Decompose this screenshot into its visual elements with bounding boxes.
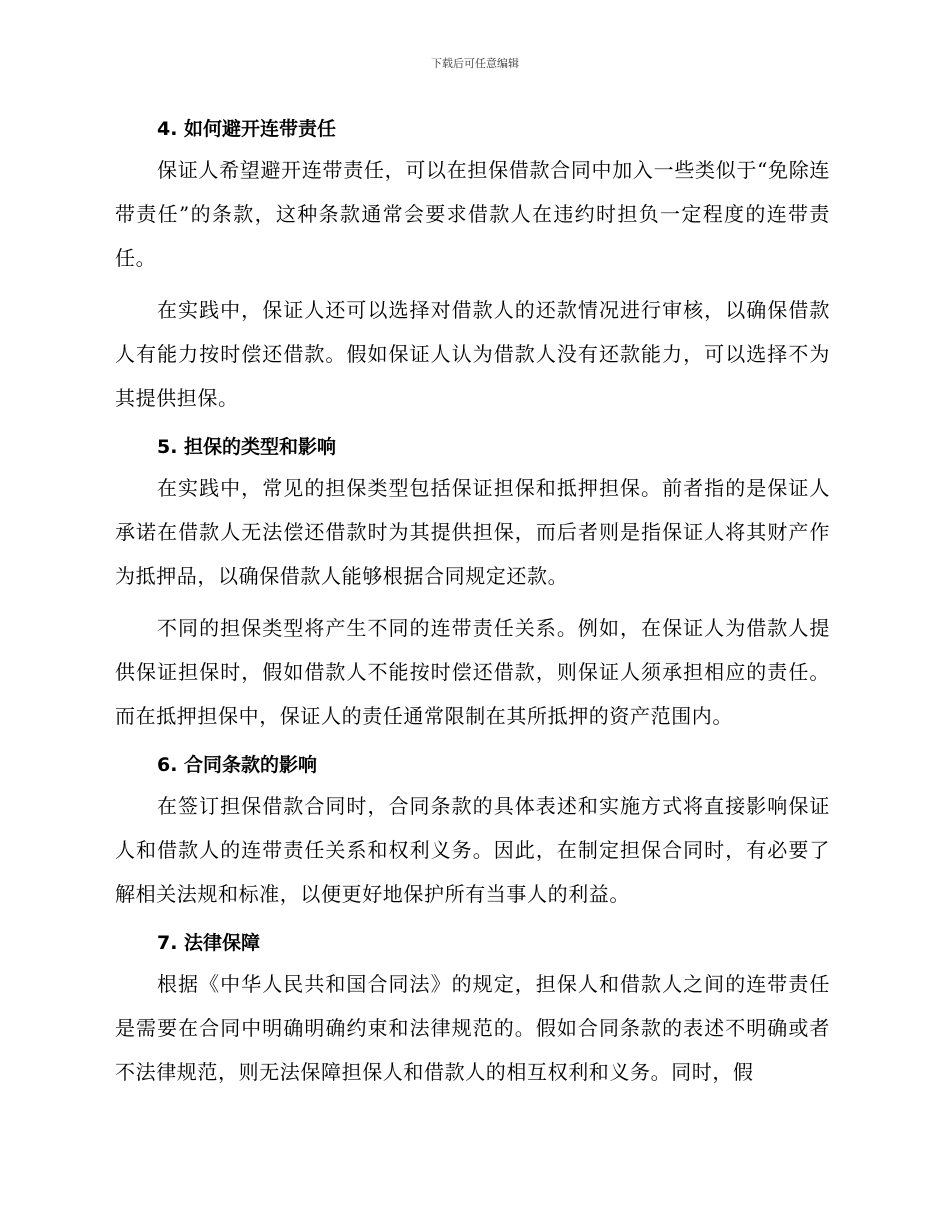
section-heading: 5. 担保的类型和影响 <box>157 436 337 458</box>
section-heading: 6. 合同条款的影响 <box>157 754 318 776</box>
paragraph: 保证人希望避开连带责任，可以在担保借款合同中加入一些类似于“免除连带责任”的条款，这种条款通常会要求借款人在违约时担负一定程度的连带责任。 <box>115 158 830 270</box>
paragraph: 在签订担保借款合同时，合同条款的具体表述和实施方式将直接影响保证人和借款人的连带责任关系和权利义务。因此，在制定担保合同时，有必要了解相关法规和标准，以便更好地保护所有当事人的利益。 <box>115 794 830 906</box>
paragraph: 在实践中，保证人还可以选择对借款人的还款情况进行审核，以确保借款人有能力按时偿还借款。假如保证人认为借款人没有还款能力，可以选择不为其提供担保。 <box>115 298 830 410</box>
paragraph: 根据《中华人民共和国合同法》的规定，担保人和借款人之间的连带责任是需要在合同中明确明确约束和法律规范的。假如合同条款的表述不明确或者不法律规范，则无法保障担保人和借款人的相互权利和义务。同时，假 <box>115 972 830 1084</box>
section-heading: 7. 法律保障 <box>157 932 261 954</box>
document-body <box>115 110 830 1102</box>
section-7 <box>115 924 830 1094</box>
section-5 <box>115 428 830 738</box>
header-note: 下载后可任意编辑 <box>431 57 519 70</box>
section-heading: 4. 如何避开连带责任 <box>157 118 337 140</box>
paragraph: 在实践中，常见的担保类型包括保证担保和抵押担保。前者指的是保证人承诺在借款人无法偿还借款时为其提供担保，而后者则是指保证人将其财产作为抵押品，以确保借款人能够根据合同规定还款。 <box>115 476 830 588</box>
section-6 <box>115 746 830 916</box>
paragraph: 不同的担保类型将产生不同的连带责任关系。例如，在保证人为借款人提供保证担保时，假如借款人不能按时偿还借款，则保证人须承担相应的责任。而在抵押担保中，保证人的责任通常限制在其所抵押的资产范围内。 <box>115 616 830 728</box>
section-4 <box>115 110 830 420</box>
